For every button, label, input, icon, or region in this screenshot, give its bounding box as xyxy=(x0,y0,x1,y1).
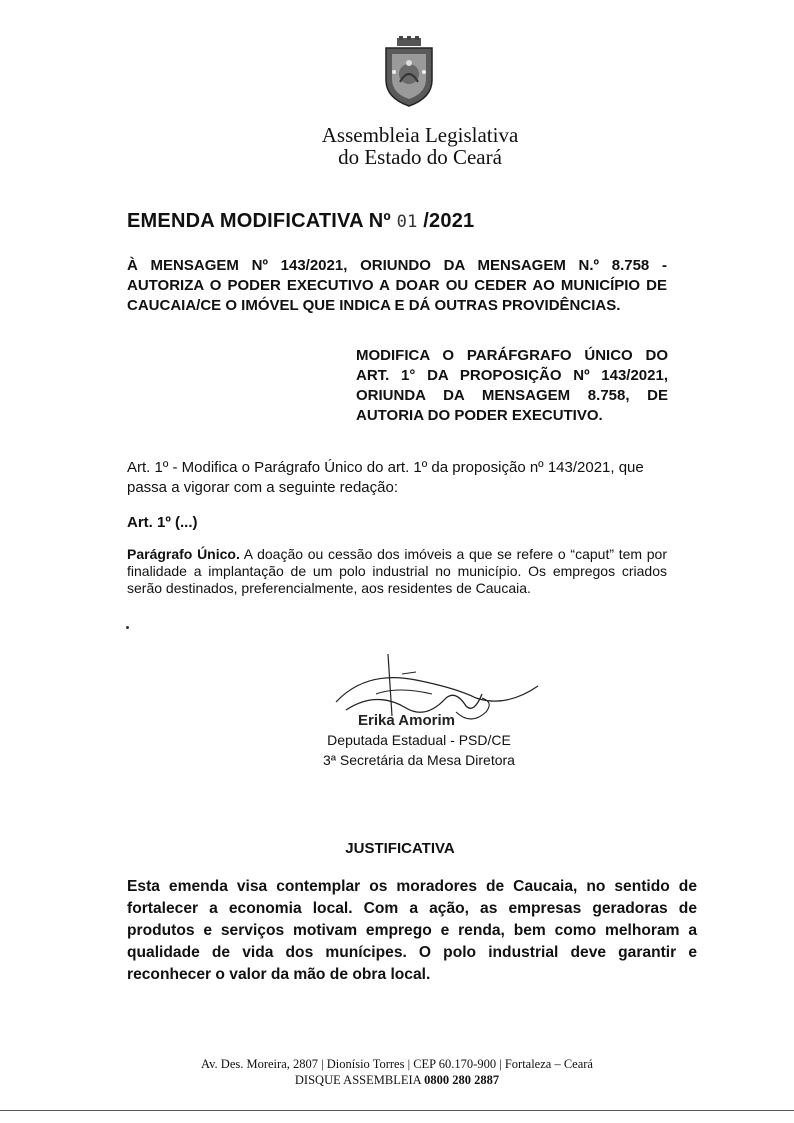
footer-hotline xyxy=(150,1072,644,1088)
state-coat-of-arms-icon xyxy=(382,36,436,108)
footer xyxy=(150,1056,644,1088)
document-title xyxy=(127,210,474,233)
title-handwritten-number: 01 xyxy=(396,212,418,232)
amendment-scope: MODIFICA O PARÁFGRAFO ÚNICO DO ART. 1° DA PROPOSIÇÃO Nº 143/2021, ORIUNDA DA MENSAGEM 8.758, DE AUTORIA DO PODER EXECUTIVO. xyxy=(356,347,668,424)
sole-paragraph-text: A doação ou cessão dos imóveis a que se refere o “caput” tem por finalidade a implantação de um polo industrial no município. Os empregos criados serão destinados, preferencialmente, aos residentes de Caucaia. xyxy=(127,546,667,596)
stray-mark xyxy=(126,626,129,629)
footer-divider xyxy=(0,1110,794,1111)
footer-hotline-label: DISQUE ASSEMBLEIA xyxy=(294,1073,425,1087)
title-prefix: EMENDA MODIFICATIVA Nº xyxy=(127,210,397,232)
signer-name: Erika Amorim xyxy=(358,712,455,729)
assembly-name-line2: do Estado do Ceará xyxy=(338,145,502,169)
signer-role-line1: Deputada Estadual - PSD/CE xyxy=(327,732,511,748)
footer-address: Av. Des. Moreira, 2807 | Dionísio Torres | CEP 60.170-900 | Fortaleza – Ceará xyxy=(201,1057,593,1071)
justification-title: JUSTIFICATIVA xyxy=(345,840,455,857)
title-suffix: /2021 xyxy=(417,210,475,232)
assembly-name-line1: Assembleia Legislativa xyxy=(321,123,519,147)
signer-role xyxy=(309,730,529,770)
sole-paragraph xyxy=(127,546,667,597)
footer-hotline-number: 0800 280 2887 xyxy=(424,1073,500,1087)
article-intro: Art. 1º - Modifica o Parágrafo Único do art. 1º da proposição nº 143/2021, que passa a vigorar com a seguinte redação: xyxy=(127,459,644,496)
assembly-name xyxy=(250,124,590,168)
signer-role-line2: 3ª Secretária da Mesa Diretora xyxy=(323,752,515,768)
sole-paragraph-label: Parágrafo Único. xyxy=(127,546,240,562)
amendment-subject: À MENSAGEM Nº 143/2021, ORIUNDO DA MENSAGEM N.º 8.758 - AUTORIZA O PODER EXECUTIVO A DOAR OU CEDER AO MUNICÍPIO DE CAUCAIA/CE O IMÓVEL QUE INDICA E DÁ OUTRAS PROVIDÊNCIAS. xyxy=(127,257,667,314)
article-heading: Art. 1º (...) xyxy=(127,514,198,531)
justification-text: Esta emenda visa contemplar os moradores de Caucaia, no sentido de fortalecer a economia local. Com a ação, as empresas geradoras de produtos e serviços motivam emprego e renda, bem como melhoram a qualidade de vida dos munícipes. O polo industrial deve garantir e reconhecer o valor da mão de obra local. xyxy=(127,878,697,983)
